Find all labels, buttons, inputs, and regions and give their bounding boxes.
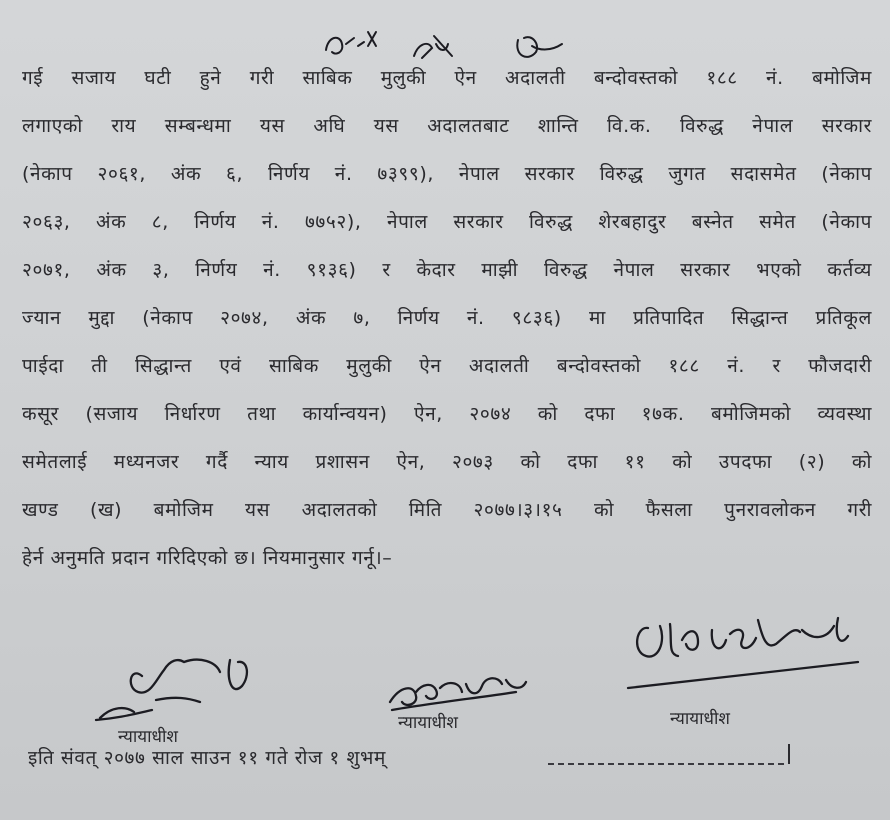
end-mark <box>788 744 790 764</box>
order-body <box>22 54 872 582</box>
colophon: इति संवत् २०७७ साल साउन ११ गते रोज १ शुभम् <box>28 747 386 769</box>
body-line: खण्ड (ख) बमोजिम यस अदालतको मिति २०७७।३।१५ को फैसला पुनरावलोकन गरी <box>22 499 872 521</box>
body-line: ज्यान मुद्दा (नेकाप २०७४, अंक ७, निर्णय नं. ९८३६) मा प्रतिपादित सिद्धान्त प्रतिकूल <box>22 307 872 329</box>
body-line: २०७१, अंक ३, निर्णय नं. ९१३६) र केदार माझी विरुद्ध नेपाल सरकार भएको कर्तव्य <box>22 259 872 281</box>
signature-title: न्यायाधीश <box>118 727 178 747</box>
body-line: २०६३, अंक ८, निर्णय नं. ७७५२), नेपाल सरकार विरुद्ध शेरबहादुर बस्नेत समेत (नेकाप <box>22 211 872 233</box>
body-line: पाईदा ती सिद्धान्त एवं साबिक मुलुकी ऐन अदालती बन्दोवस्तको १८८ नं. र फौजदारी <box>22 355 872 377</box>
signature-right <box>626 596 866 729</box>
body-line: (नेकाप २०६१, अंक ६, निर्णय नं. ७३९९), नेपाल सरकार विरुद्ध जुगत सदासमेत (नेकाप <box>22 163 872 185</box>
body-line: हेर्न अनुमति प्रदान गरिदिएको छ। नियमानुसार गर्नू।– <box>22 547 393 569</box>
signature-title: न्यायाधीश <box>398 713 458 733</box>
signature-middle <box>386 662 566 742</box>
signature-left <box>60 640 280 750</box>
signature-title: न्यायाधीश <box>670 709 730 729</box>
body-line: गई सजाय घटी हुने गरी साबिक मुलुकी ऐन अदालती बन्दोवस्तको १८८ नं. बमोजिम <box>22 67 872 89</box>
body-line: लगाएको राय सम्बन्धमा यस अघि यस अदालतबाट शान्ति वि.क. विरुद्ध नेपाल सरकार <box>22 115 872 137</box>
dashed-rule <box>548 763 784 765</box>
body-line: कसूर (सजाय निर्धारण तथा कार्यान्वयन) ऐन, २०७४ को दफा १७क. बमोजिमको व्यवस्था <box>22 403 872 425</box>
body-line: समेतलाई मध्यनजर गर्दै न्याय प्रशासन ऐन, २०७३ को दफा ११ को उपदफा (२) को <box>22 451 872 473</box>
